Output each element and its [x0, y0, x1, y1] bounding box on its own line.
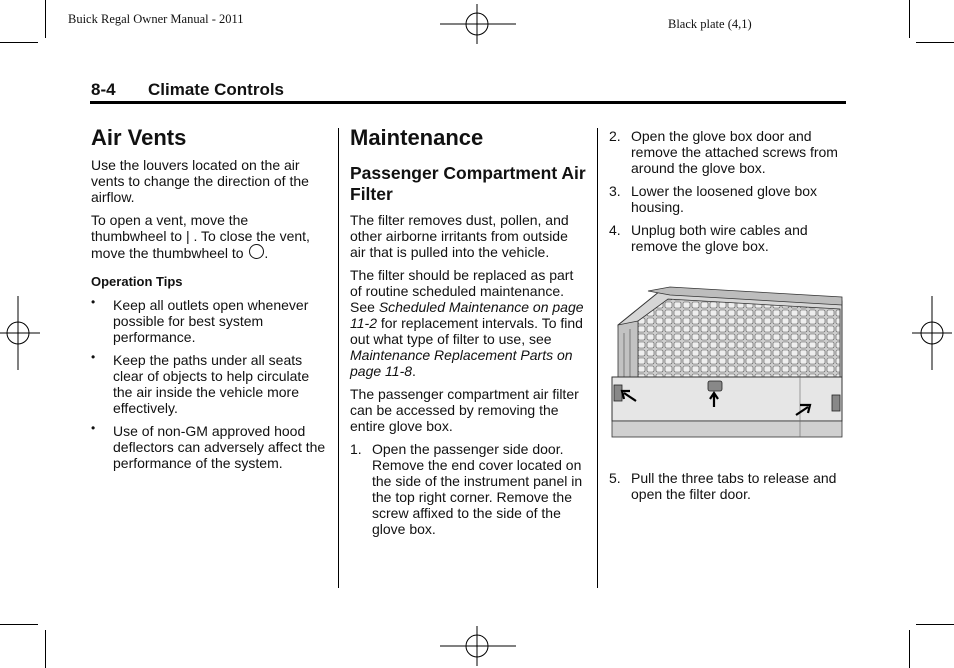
document-title: Buick Regal Owner Manual - 2011: [68, 12, 244, 26]
step-number: 2.: [609, 128, 621, 144]
bullet-icon: •: [91, 350, 96, 364]
column-steps: [609, 128, 845, 261]
section-number: 8-4: [91, 80, 116, 99]
subheading-air-filter: Passenger Compartment Air Filter: [350, 163, 586, 204]
crop-mark: [45, 0, 46, 38]
tips-list: [91, 297, 327, 471]
crop-mark: [0, 42, 38, 43]
steps-list: [609, 470, 845, 502]
list-item: [350, 441, 586, 537]
registration-mark-top: [440, 4, 516, 44]
step-number: 5.: [609, 470, 621, 486]
list-item-text: Open the passenger side door. Remove the end cover located on the side of the instrument panel in the top right corner. Remove the screw affixed to the side of the glove box.: [372, 441, 583, 537]
column-steps-continued: [609, 470, 845, 509]
list-item: [91, 423, 327, 471]
registration-mark-bottom: [440, 626, 516, 666]
list-item: [609, 222, 845, 254]
plate-label: Black plate (4,1): [668, 17, 752, 31]
paragraph-text: .: [412, 363, 416, 379]
crop-mark: [916, 624, 954, 625]
crop-mark: [0, 624, 38, 625]
step-number: 3.: [609, 183, 621, 199]
paragraph-text: To open a vent, move the thumbwheel to | . To close the vent, move the thumbwheel to: [91, 212, 310, 261]
list-item-text: Use of non-GM approved hood deflectors can adversely affect the performance of the system.: [113, 423, 326, 471]
step-number: 4.: [609, 222, 621, 238]
crop-mark: [45, 630, 46, 668]
paragraph: The passenger compartment air filter can be accessed by removing the entire glove box.: [350, 386, 579, 434]
list-item-text: Unplug both wire cables and remove the glove box.: [631, 222, 808, 254]
list-item: [91, 352, 327, 416]
paragraph: [350, 267, 586, 379]
list-item: [609, 183, 845, 215]
column-divider: [338, 128, 339, 588]
subheading-operation-tips: Operation Tips: [91, 274, 183, 289]
glove-box-illustration: [610, 285, 844, 441]
thumbwheel-closed-icon: [249, 244, 264, 259]
registration-mark-right: [912, 296, 952, 370]
cross-reference: Scheduled Maintenance on page 11-2: [350, 299, 584, 331]
list-item: [609, 470, 845, 502]
header-rule: [90, 101, 846, 104]
section-header: [91, 80, 284, 100]
list-item-text: Keep the paths under all seats clear of objects to help circulate the air inside the vehicle more effectively.: [113, 352, 310, 416]
list-item: [609, 128, 845, 176]
list-item-text: Open the glove box door and remove the attached screws from around the glove box.: [631, 128, 838, 176]
list-item-text: Lower the loosened glove box housing.: [631, 183, 818, 215]
paragraph: Use the louvers located on the air vents to change the direction of the airflow.: [91, 157, 309, 205]
paragraph-text: .: [264, 245, 269, 261]
heading-air-vents: Air Vents: [91, 125, 187, 150]
list-item-text: Keep all outlets open whenever possible for best system performance.: [113, 297, 309, 345]
paragraph: The filter removes dust, pollen, and other airborne irritants from outside air that is pulled into the vehicle.: [350, 212, 569, 260]
steps-list: [609, 128, 845, 254]
column-divider: [597, 128, 598, 588]
crop-mark: [909, 0, 910, 38]
cross-reference: Maintenance Replacement Parts on page 11-8: [350, 347, 573, 379]
crop-mark: [909, 630, 910, 668]
list-item-text: Pull the three tabs to release and open the filter door.: [631, 470, 837, 502]
paragraph-text: for replacement intervals. To find out what type of filter to use, see: [350, 315, 583, 347]
list-item: [91, 297, 327, 345]
paragraph-text: The filter should be replaced as part of routine scheduled maintenance. See: [350, 267, 574, 315]
paragraph: [91, 212, 327, 261]
heading-maintenance: Maintenance: [350, 125, 484, 150]
column-maintenance: [350, 126, 586, 544]
bullet-icon: •: [91, 421, 96, 435]
column-air-vents: [91, 126, 327, 478]
step-number: 1.: [350, 441, 362, 457]
crop-mark: [916, 42, 954, 43]
steps-list: [350, 441, 586, 537]
bullet-icon: •: [91, 295, 96, 309]
registration-mark-left: [0, 296, 40, 370]
section-title: Climate Controls: [148, 80, 285, 99]
